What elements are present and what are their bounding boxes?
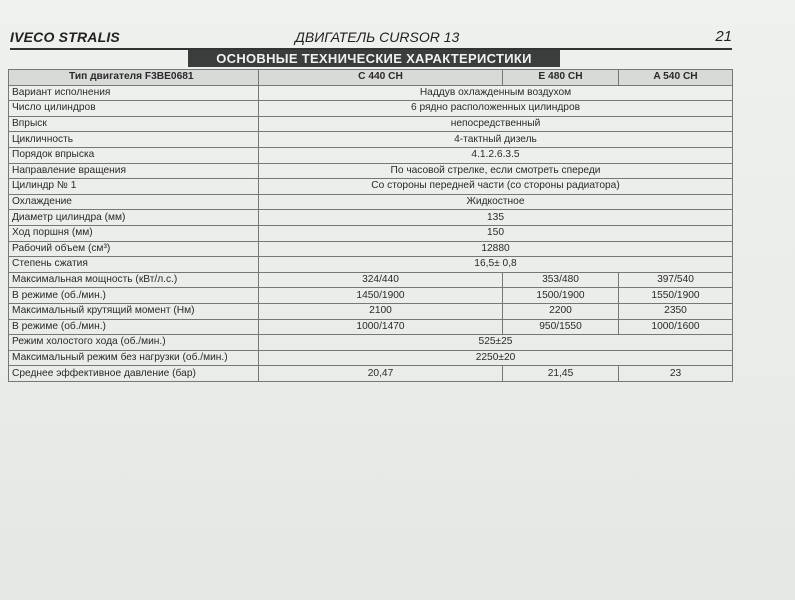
- row-value-common: 4-тактный дизель: [259, 132, 733, 148]
- page-header: [10, 28, 732, 50]
- row-value: 2200: [503, 303, 619, 319]
- row-value-common: По часовой стрелке, если смотреть спереди: [259, 163, 733, 179]
- table-row: [9, 194, 733, 210]
- table-row: [9, 319, 733, 335]
- row-label: Степень сжатия: [9, 257, 259, 273]
- row-value-common: 4.1.2.6.3.5: [259, 147, 733, 163]
- row-value: 2350: [619, 303, 733, 319]
- specs-table: [8, 69, 733, 382]
- row-label: Максимальная мощность (кВт/л.с.): [9, 272, 259, 288]
- table-row: [9, 85, 733, 101]
- row-value-common: Со стороны передней части (со стороны радиатора): [259, 179, 733, 195]
- row-value-common: 16,5± 0,8: [259, 257, 733, 273]
- row-value-common: непосредственный: [259, 116, 733, 132]
- table-row: [9, 116, 733, 132]
- row-label: Максимальный крутящий момент (Нм): [9, 303, 259, 319]
- section-title-header: ДВИГАТЕЛЬ CURSOR 13: [295, 29, 460, 45]
- row-value-common: 6 рядно расположенных цилиндров: [259, 101, 733, 117]
- table-header-row: [9, 70, 733, 86]
- row-label: Цикличность: [9, 132, 259, 148]
- row-value-common: 2250±20: [259, 350, 733, 366]
- row-label: Ход поршня (мм): [9, 225, 259, 241]
- row-label: В режиме (об./мин.): [9, 319, 259, 335]
- row-value-common: 135: [259, 210, 733, 226]
- table-row: [9, 366, 733, 382]
- table-row: [9, 179, 733, 195]
- row-value: 21,45: [503, 366, 619, 382]
- row-value: 1000/1470: [259, 319, 503, 335]
- row-value: 1500/1900: [503, 288, 619, 304]
- table-row: [9, 272, 733, 288]
- column-header: Тип двигателя F3BE0681: [9, 70, 259, 86]
- row-value: 1450/1900: [259, 288, 503, 304]
- row-label: Рабочий объем (см³): [9, 241, 259, 257]
- row-label: Цилиндр № 1: [9, 179, 259, 195]
- row-label: Вариант исполнения: [9, 85, 259, 101]
- row-value-common: 525±25: [259, 335, 733, 351]
- row-label: Порядок впрыска: [9, 147, 259, 163]
- column-header: A 540 CH: [619, 70, 733, 86]
- table-row: [9, 225, 733, 241]
- row-value-common: 12880: [259, 241, 733, 257]
- brand-title: IVECO STRALIS: [10, 29, 120, 45]
- column-header: E 480 CH: [503, 70, 619, 86]
- row-value-common: Жидкостное: [259, 194, 733, 210]
- table-row: [9, 350, 733, 366]
- table-row: [9, 210, 733, 226]
- table-row: [9, 288, 733, 304]
- row-value: 950/1550: [503, 319, 619, 335]
- row-value: 1000/1600: [619, 319, 733, 335]
- specs-heading: ОСНОВНЫЕ ТЕХНИЧЕСКИЕ ХАРАКТЕРИСТИКИ: [188, 50, 560, 67]
- row-value: 324/440: [259, 272, 503, 288]
- table-row: [9, 303, 733, 319]
- row-value: 397/540: [619, 272, 733, 288]
- table-row: [9, 132, 733, 148]
- table-row: [9, 101, 733, 117]
- table-row: [9, 335, 733, 351]
- table-row: [9, 163, 733, 179]
- row-label: Впрыск: [9, 116, 259, 132]
- row-label: Охлаждение: [9, 194, 259, 210]
- page-number: 21: [715, 28, 732, 45]
- table-row: [9, 257, 733, 273]
- row-value: 23: [619, 366, 733, 382]
- row-label: Направление вращения: [9, 163, 259, 179]
- row-value: 2100: [259, 303, 503, 319]
- column-header: C 440 CH: [259, 70, 503, 86]
- faded-background-text: [10, 400, 770, 520]
- row-value-common: 150: [259, 225, 733, 241]
- row-label: Число цилиндров: [9, 101, 259, 117]
- row-value: 20,47: [259, 366, 503, 382]
- row-value-common: Наддув охлажденным воздухом: [259, 85, 733, 101]
- row-value: 353/480: [503, 272, 619, 288]
- row-label: Диаметр цилиндра (мм): [9, 210, 259, 226]
- table-row: [9, 241, 733, 257]
- row-label: Среднее эффективное давление (бар): [9, 366, 259, 382]
- row-label: В режиме (об./мин.): [9, 288, 259, 304]
- row-label: Режим холостого хода (об./мин.): [9, 335, 259, 351]
- table-row: [9, 147, 733, 163]
- row-label: Максимальный режим без нагрузки (об./мин.): [9, 350, 259, 366]
- row-value: 1550/1900: [619, 288, 733, 304]
